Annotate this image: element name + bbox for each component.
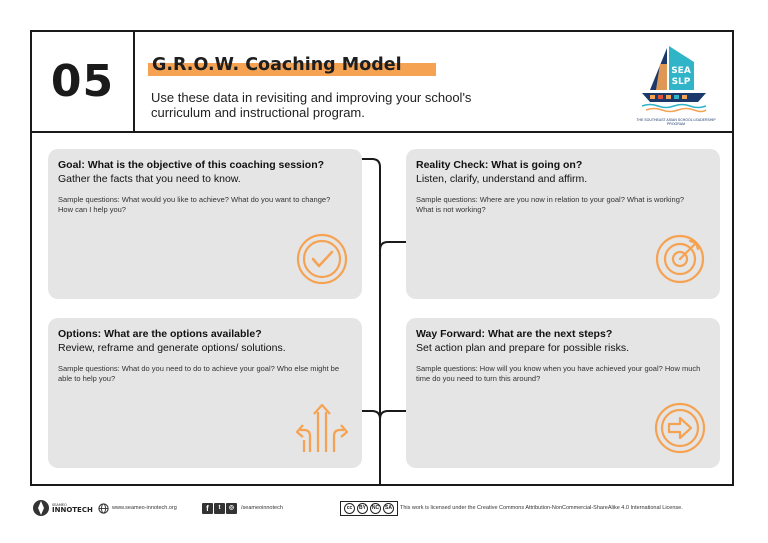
- license-text-wrap: [400, 496, 683, 520]
- instagram-icon[interactable]: ◎: [226, 503, 237, 514]
- cc-nc-icon: NC: [370, 503, 381, 514]
- logo-text-slp: SLP: [671, 77, 691, 87]
- arrow-right-circle-icon: [654, 402, 706, 454]
- logo-caption: THE SOUTHEAST ASIAN SCHOOL LEADERSHIP PROGRAM: [636, 118, 716, 126]
- footer: [30, 496, 734, 520]
- card-way-forward-title: Way Forward: What are the next steps?: [416, 328, 613, 340]
- logo-text-sea: SEA: [671, 66, 691, 76]
- cc-by-icon: BY: [357, 503, 368, 514]
- card-goal-sample: Sample questions: What would you like to achieve? What do you want to change? How can I help you?: [58, 195, 331, 214]
- innotech-emblem-icon: [32, 499, 50, 517]
- card-reality-sample: Sample questions: Where are you now in relation to your goal? What is working? What is not working?: [416, 195, 685, 214]
- website-link[interactable]: [98, 496, 177, 520]
- innotech-wordmark: SEAMEO INNOTECH: [52, 502, 93, 514]
- twitter-icon[interactable]: t: [214, 503, 225, 514]
- cc-sa-icon: SA: [383, 503, 394, 514]
- innotech-logo: [32, 496, 93, 520]
- card-goal-lead: Gather the facts that you need to know.: [58, 173, 241, 185]
- cc-badge: [340, 501, 398, 516]
- license-text: This work is licensed under the Creative Commons Attribution-NonCommercial-ShareAlike 4.0 International License.: [400, 505, 683, 511]
- cc-icon: cc: [344, 503, 355, 514]
- section-number: 05: [50, 56, 115, 107]
- page-title: G.R.O.W. Coaching Model: [152, 55, 402, 75]
- card-options-title: Options: What are the options available?: [58, 328, 262, 340]
- website-text: www.seameo-innotech.org: [112, 505, 177, 511]
- facebook-icon[interactable]: f: [202, 503, 213, 514]
- card-reality-lead: Listen, clarify, understand and affirm.: [416, 173, 588, 185]
- card-way-forward-lead: Set action plan and prepare for possible risks.: [416, 342, 630, 354]
- globe-icon: [98, 503, 109, 514]
- card-way-forward: [406, 318, 720, 468]
- check-circle-icon: [296, 233, 348, 285]
- card-reality-title: Reality Check: What is going on?: [416, 159, 583, 171]
- card-way-forward-sample: Sample questions: How will you know when you have achieved your goal? How much time do you need to turn this around?: [416, 364, 701, 383]
- card-goal-title: Goal: What is the objective of this coaching session?: [58, 159, 325, 171]
- split-arrows-icon: [296, 402, 348, 454]
- card-options-lead: Review, reframe and generate options/ solutions.: [58, 342, 286, 354]
- page-subtitle: Use these data in revisiting and improving your school's curriculum and instructional program.: [151, 90, 472, 120]
- card-options-sample: Sample questions: What do you need to do to achieve your goal? Who else might be able to help you?: [58, 364, 340, 383]
- social-links[interactable]: [202, 496, 283, 520]
- card-options: [48, 318, 362, 468]
- card-goal: [48, 149, 362, 299]
- card-reality: [406, 149, 720, 299]
- social-handle: /seameoinnotech: [241, 505, 283, 511]
- page-frame: [30, 30, 734, 486]
- target-icon: [654, 233, 706, 285]
- cc-license-badge[interactable]: [340, 496, 398, 520]
